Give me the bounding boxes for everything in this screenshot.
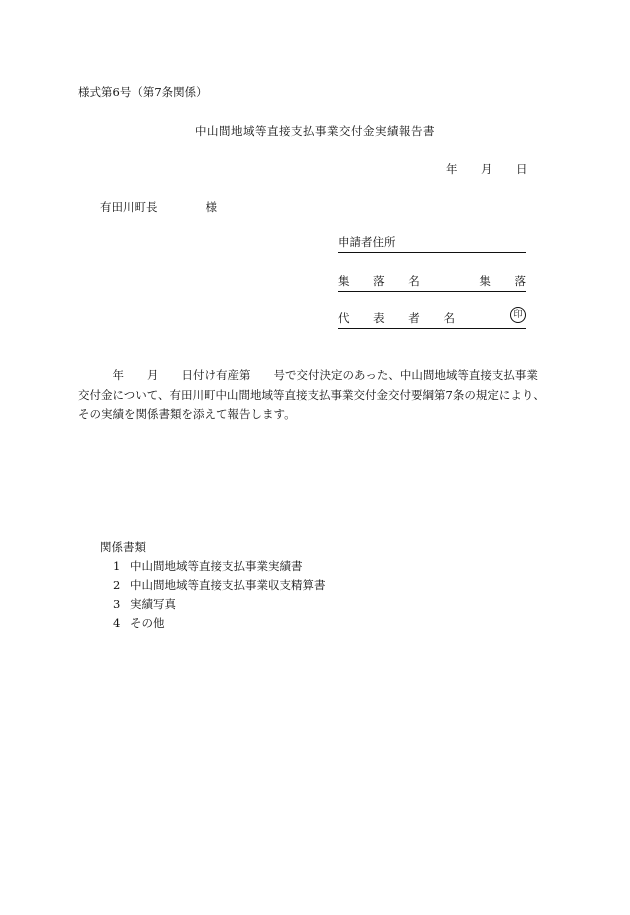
- document-list-item: [113, 558, 303, 574]
- document-item-label: 中山間地域等直接支払事業収支精算書: [130, 578, 326, 592]
- report-body-line: 年 月 日付け有産第 号で交付決定のあった、中山間地域等直接支払事業: [78, 368, 538, 382]
- representative-name-label: 代 表 者 名: [338, 311, 465, 325]
- document-list-item: [113, 596, 176, 612]
- document-item-label: 実績写真: [130, 597, 176, 611]
- document-item-number: 4: [113, 616, 121, 630]
- document-title: 中山間地域等直接支払事業交付金実績報告書: [195, 124, 435, 138]
- date-year-label: 年: [446, 162, 458, 176]
- applicant-address-label: 申請者住所: [338, 235, 396, 249]
- addressee: [100, 199, 217, 215]
- document-item-number: 2: [113, 578, 121, 592]
- village-name-label: 集 落 名: [338, 274, 430, 288]
- date-day-label: 日: [516, 162, 528, 176]
- report-body-line: 交付金について、有田川町中山間地域等直接支払事業交付金交付要綱第7条の規定により、: [78, 387, 545, 402]
- addressee-name: 有田川町長: [100, 200, 158, 214]
- document-list-item: [113, 615, 165, 631]
- date-month-label: 月: [481, 162, 493, 176]
- document-item-number: 1: [113, 559, 121, 573]
- applicant-address-field[interactable]: [338, 234, 526, 253]
- representative-name-field[interactable]: [338, 310, 526, 329]
- report-body-line: その実績を関係書類を添えて報告します。: [78, 407, 296, 421]
- village-suffix-label: 集 落: [479, 274, 536, 288]
- document-list-item: [113, 577, 326, 593]
- seal-icon: 印: [510, 307, 526, 323]
- document-item-label: 中山間地域等直接支払事業実績書: [130, 559, 303, 573]
- document-item-label: その他: [130, 616, 165, 630]
- report-body: [78, 366, 545, 425]
- form-number: 様式第6号（第7条関係）: [78, 85, 208, 99]
- addressee-honorific: 様: [205, 200, 217, 214]
- related-documents-heading: 関係書類: [100, 540, 146, 554]
- document-item-number: 3: [113, 597, 121, 611]
- village-name-field[interactable]: [338, 273, 536, 292]
